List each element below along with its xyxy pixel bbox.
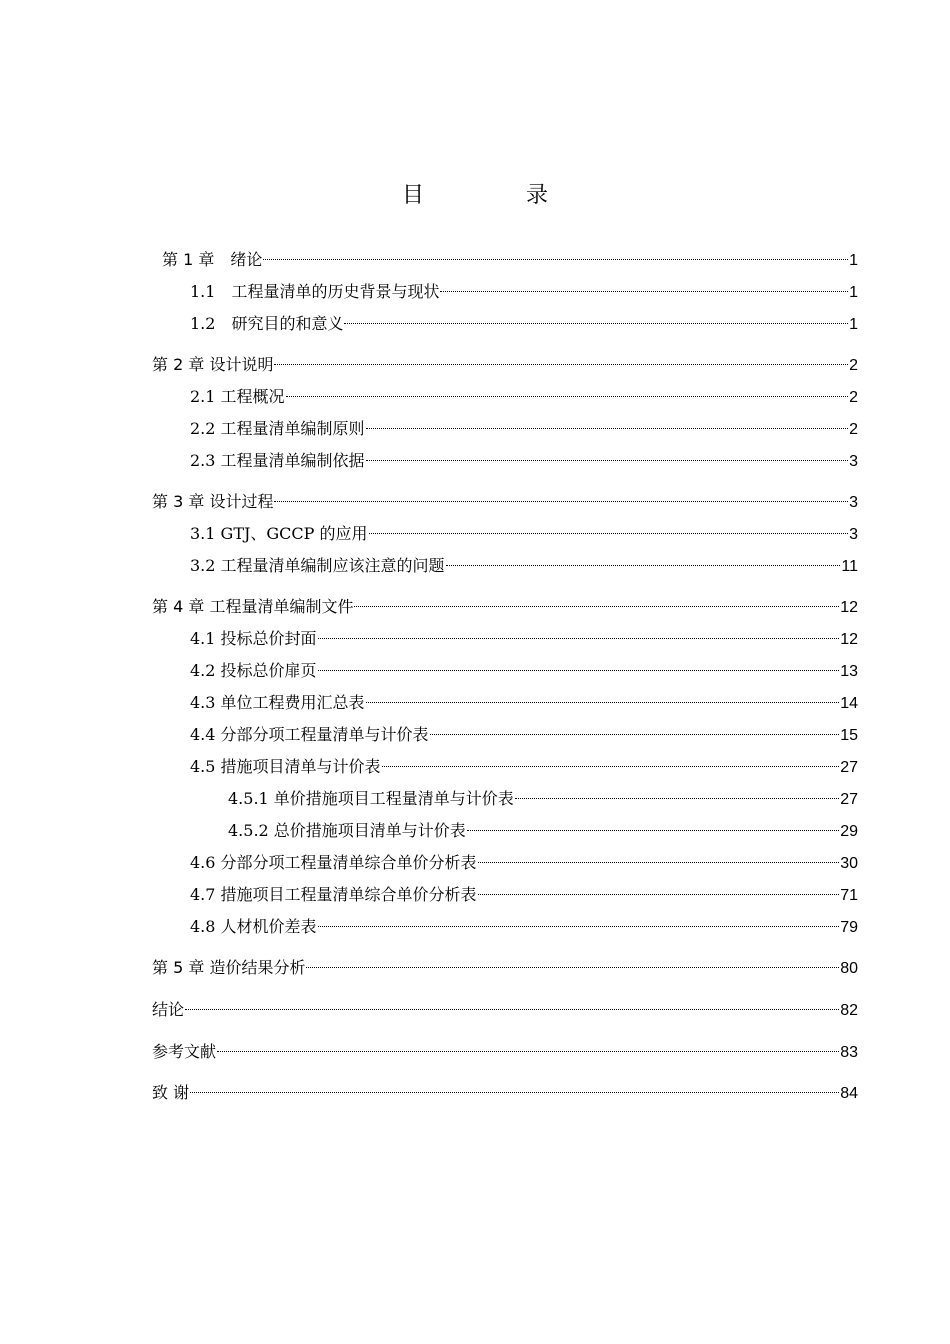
toc-entry-4-3[interactable]	[190, 691, 858, 715]
dot-leader	[369, 533, 849, 534]
toc-entry-chapter-3[interactable]	[152, 490, 858, 514]
toc-entry-label: 参考文献	[152, 1042, 217, 1061]
toc-entry-page: 13	[840, 663, 858, 680]
dot-leader	[478, 862, 840, 863]
dot-leader	[354, 606, 839, 607]
toc-entry-page: 3	[849, 453, 858, 470]
toc-entry-label: 3.1 GTJ、GCCP 的应用	[190, 524, 368, 543]
toc-entry-page: 12	[840, 599, 858, 616]
toc-entry-page: 84	[840, 1085, 858, 1102]
toc-entry-page: 83	[840, 1044, 858, 1061]
dot-leader	[318, 670, 840, 671]
toc-entry-acknowledgements[interactable]	[152, 1081, 858, 1105]
toc-entry-label: 4.7 措施项目工程量清单综合单价分析表	[190, 885, 477, 904]
toc-entry-4-8[interactable]	[190, 915, 858, 939]
toc-entry-label: 第 2 章 设计说明	[152, 355, 274, 374]
toc-entry-label: 4.4 分部分项工程量清单与计价表	[190, 725, 429, 744]
toc-entry-4-2[interactable]	[190, 659, 858, 683]
dot-leader	[478, 894, 840, 895]
toc-entry-label: 1.1 工程量清单的历史背景与现状	[190, 282, 440, 301]
toc-entry-page: 29	[840, 823, 858, 840]
toc-entry-2-1[interactable]	[190, 385, 858, 409]
dot-leader	[286, 396, 849, 397]
toc-entry-label: 第 1 章 绪论	[162, 250, 263, 269]
dot-leader	[274, 364, 848, 365]
dot-leader	[263, 259, 848, 260]
dot-leader	[467, 830, 839, 831]
toc-entry-4-5[interactable]	[190, 755, 858, 779]
toc-entry-3-2[interactable]	[190, 554, 858, 578]
toc-entry-1-1[interactable]	[190, 280, 858, 304]
toc-entry-3-1[interactable]	[190, 522, 858, 546]
toc-entry-chapter-5[interactable]	[152, 956, 858, 980]
toc-entry-label: 4.5.1 单价措施项目工程量清单与计价表	[228, 789, 514, 808]
dot-leader	[318, 638, 840, 639]
toc-entry-4-5-2[interactable]	[228, 819, 858, 843]
dot-leader	[274, 501, 848, 502]
dot-leader	[366, 702, 840, 703]
dot-leader	[382, 766, 840, 767]
toc-entry-page: 71	[840, 887, 858, 904]
dot-leader	[366, 428, 849, 429]
toc-entry-page: 30	[840, 855, 858, 872]
dot-leader	[515, 798, 839, 799]
toc-entry-page: 2	[849, 357, 858, 374]
toc-entry-label: 第 4 章 工程量清单编制文件	[152, 597, 354, 616]
toc-entry-page: 27	[840, 759, 858, 776]
toc-entry-4-5-1[interactable]	[228, 787, 858, 811]
toc-entry-label: 致 谢	[152, 1083, 190, 1102]
toc-entry-page: 12	[840, 631, 858, 648]
toc-entry-page: 3	[849, 494, 858, 511]
toc-entry-page: 82	[840, 1002, 858, 1019]
dot-leader	[430, 734, 840, 735]
toc-entry-page: 11	[841, 558, 858, 575]
toc-entry-label: 第 5 章 造价结果分析	[152, 958, 306, 977]
toc-entry-page: 14	[840, 695, 858, 712]
toc-entry-chapter-2[interactable]	[152, 353, 858, 377]
toc-entry-4-6[interactable]	[190, 851, 858, 875]
dot-leader	[446, 565, 841, 566]
dot-leader	[190, 1092, 839, 1093]
toc-entry-page: 1	[849, 316, 858, 333]
toc-entry-page: 2	[849, 389, 858, 406]
toc-entry-4-1[interactable]	[190, 627, 858, 651]
toc-entry-page: 80	[840, 960, 858, 977]
dot-leader	[185, 1009, 839, 1010]
toc-entry-label: 4.5.2 总价措施项目清单与计价表	[228, 821, 466, 840]
toc-entry-4-4[interactable]	[190, 723, 858, 747]
dot-leader	[318, 926, 840, 927]
dot-leader	[306, 967, 839, 968]
toc-entry-label: 第 3 章 设计过程	[152, 492, 274, 511]
toc-title: 目 录	[401, 183, 588, 208]
toc-entry-2-2[interactable]	[190, 417, 858, 441]
toc-entry-label: 4.8 人材机价差表	[190, 917, 317, 936]
toc-entry-page: 15	[840, 727, 858, 744]
toc-entry-label: 结论	[152, 1000, 185, 1019]
toc-entry-label: 4.5 措施项目清单与计价表	[190, 757, 381, 776]
dot-leader	[366, 460, 849, 461]
toc-entry-conclusion[interactable]	[152, 998, 858, 1022]
toc-entry-page: 1	[849, 284, 858, 301]
toc-entry-label: 4.6 分部分项工程量清单综合单价分析表	[190, 853, 477, 872]
dot-leader	[217, 1051, 839, 1052]
toc-entry-chapter-1[interactable]	[162, 248, 858, 272]
toc-entry-label: 4.1 投标总价封面	[190, 629, 317, 648]
dot-leader	[344, 323, 848, 324]
toc-entry-label: 2.2 工程量清单编制原则	[190, 419, 365, 438]
dot-leader	[440, 291, 848, 292]
toc-entry-references[interactable]	[152, 1040, 858, 1064]
toc-entry-label: 2.1 工程概况	[190, 387, 285, 406]
toc-entry-2-3[interactable]	[190, 449, 858, 473]
toc-entry-1-2[interactable]	[190, 312, 858, 336]
toc-entry-chapter-4[interactable]	[152, 595, 858, 619]
toc-entry-4-7[interactable]	[190, 883, 858, 907]
toc-entry-page: 79	[840, 919, 858, 936]
toc-entry-label: 1.2 研究目的和意义	[190, 314, 344, 333]
toc-entry-page: 2	[849, 421, 858, 438]
toc-entry-label: 4.3 单位工程费用汇总表	[190, 693, 365, 712]
toc-entry-label: 4.2 投标总价扉页	[190, 661, 317, 680]
toc-entry-label: 3.2 工程量清单编制应该注意的问题	[190, 556, 445, 575]
toc-entry-page: 3	[849, 526, 858, 543]
toc-entry-page: 1	[849, 252, 858, 269]
toc-entry-label: 2.3 工程量清单编制依据	[190, 451, 365, 470]
toc-entry-page: 27	[840, 791, 858, 808]
